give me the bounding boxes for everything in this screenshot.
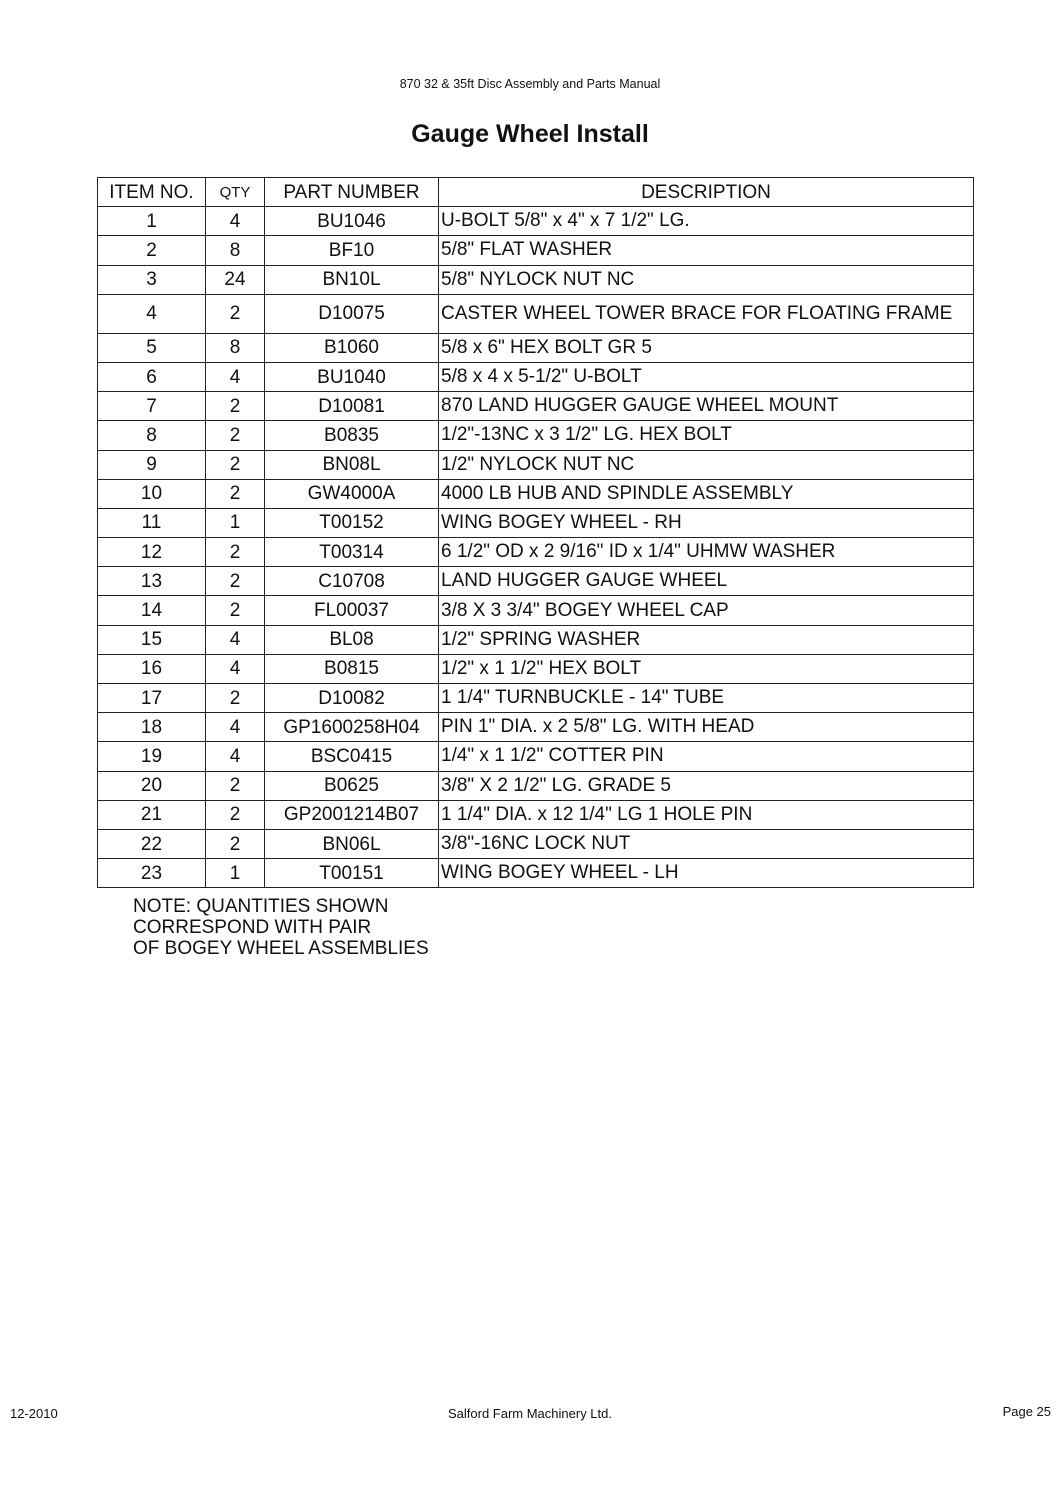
part-number-cell: D10075 xyxy=(265,294,439,333)
item-number-cell: 22 xyxy=(98,829,206,858)
description-cell: 1/4" x 1 1/2" COTTER PIN xyxy=(439,742,974,771)
description-cell: 1 1/4" DIA. x 12 1/4" LG 1 HOLE PIN xyxy=(439,800,974,829)
description-cell: 4000 LB HUB AND SPINDLE ASSEMBLY xyxy=(439,479,974,508)
part-number-cell: B1060 xyxy=(265,333,439,362)
part-number-cell: BSC0415 xyxy=(265,742,439,771)
item-number-cell: 17 xyxy=(98,684,206,713)
page-title: Gauge Wheel Install xyxy=(411,120,649,148)
footer-company: Salford Farm Machinery Ltd. xyxy=(447,1406,612,1421)
footer-page-number: Page 25 xyxy=(1002,1404,1051,1419)
description-cell: 1/2"-13NC x 3 1/2" LG. HEX BOLT xyxy=(439,421,974,450)
table-row xyxy=(98,713,974,742)
description-cell: U-BOLT 5/8" x 4" x 7 1/2" LG. xyxy=(439,207,974,236)
table-row xyxy=(98,207,974,236)
item-number-cell: 9 xyxy=(98,450,206,479)
quantity-cell: 2 xyxy=(206,567,265,596)
item-number-cell: 19 xyxy=(98,742,206,771)
quantity-cell: 4 xyxy=(206,713,265,742)
part-number-cell: T00152 xyxy=(265,508,439,537)
column-header-item-no: ITEM NO. xyxy=(98,178,206,207)
description-cell: 5/8" FLAT WASHER xyxy=(439,236,974,265)
part-number-cell: B0835 xyxy=(265,421,439,450)
item-number-cell: 10 xyxy=(98,479,206,508)
description-cell: WING BOGEY WHEEL - RH xyxy=(439,508,974,537)
part-number-cell: GP2001214B07 xyxy=(265,800,439,829)
part-number-cell: FL00037 xyxy=(265,596,439,625)
quantity-cell: 2 xyxy=(206,421,265,450)
description-cell: 6 1/2" OD x 2 9/16" ID x 1/4" UHMW WASHER xyxy=(439,538,974,567)
part-number-cell: BN08L xyxy=(265,450,439,479)
item-number-cell: 1 xyxy=(98,207,206,236)
part-number-cell: B0815 xyxy=(265,654,439,683)
table-row xyxy=(98,333,974,362)
item-number-cell: 12 xyxy=(98,538,206,567)
part-number-cell: BU1046 xyxy=(265,207,439,236)
item-number-cell: 4 xyxy=(98,294,206,333)
quantity-cell: 2 xyxy=(206,829,265,858)
table-row xyxy=(98,800,974,829)
part-number-cell: C10708 xyxy=(265,567,439,596)
quantity-cell: 2 xyxy=(206,392,265,421)
description-cell: 5/8" NYLOCK NUT NC xyxy=(439,265,974,294)
item-number-cell: 13 xyxy=(98,567,206,596)
quantity-cell: 2 xyxy=(206,479,265,508)
description-cell: 1/2" x 1 1/2" HEX BOLT xyxy=(439,654,974,683)
item-number-cell: 5 xyxy=(98,333,206,362)
part-number-cell: BN10L xyxy=(265,265,439,294)
quantity-cell: 2 xyxy=(206,596,265,625)
item-number-cell: 11 xyxy=(98,508,206,537)
quantity-cell: 1 xyxy=(206,508,265,537)
table-row xyxy=(98,421,974,450)
note-line: OF BOGEY WHEEL ASSEMBLIES xyxy=(133,938,429,959)
description-cell: WING BOGEY WHEEL - LH xyxy=(439,859,974,888)
description-cell: 1 1/4" TURNBUCKLE - 14" TUBE xyxy=(439,684,974,713)
item-number-cell: 20 xyxy=(98,771,206,800)
note-line: CORRESPOND WITH PAIR xyxy=(133,917,372,938)
footer-date: 12-2010 xyxy=(10,1406,58,1421)
table-row xyxy=(98,236,974,265)
part-number-cell: T00151 xyxy=(265,859,439,888)
column-header-description: DESCRIPTION xyxy=(439,178,974,207)
description-cell: CASTER WHEEL TOWER BRACE FOR FLOATING FRAME xyxy=(439,294,974,333)
description-cell: 5/8 x 6" HEX BOLT GR 5 xyxy=(439,333,974,362)
table-row xyxy=(98,392,974,421)
table-row xyxy=(98,771,974,800)
table-row xyxy=(98,479,974,508)
item-number-cell: 8 xyxy=(98,421,206,450)
description-cell: 3/8 X 3 3/4" BOGEY WHEEL CAP xyxy=(439,596,974,625)
quantity-cell: 2 xyxy=(206,684,265,713)
description-cell: 870 LAND HUGGER GAUGE WHEEL MOUNT xyxy=(439,392,974,421)
column-header-qty: QTY xyxy=(206,178,265,207)
description-cell: 3/8" X 2 1/2" LG. GRADE 5 xyxy=(439,771,974,800)
part-number-cell: B0625 xyxy=(265,771,439,800)
table-row xyxy=(98,508,974,537)
table-row xyxy=(98,294,974,333)
table-header-row xyxy=(98,178,974,207)
table-row xyxy=(98,538,974,567)
quantity-cell: 4 xyxy=(206,362,265,391)
part-number-cell: GW4000A xyxy=(265,479,439,508)
description-cell: LAND HUGGER GAUGE WHEEL xyxy=(439,567,974,596)
quantity-cell: 2 xyxy=(206,771,265,800)
part-number-cell: D10081 xyxy=(265,392,439,421)
table-row xyxy=(98,654,974,683)
table-row xyxy=(98,567,974,596)
quantity-cell: 2 xyxy=(206,538,265,567)
item-number-cell: 14 xyxy=(98,596,206,625)
parts-table-body xyxy=(98,207,974,888)
quantity-cell: 2 xyxy=(206,294,265,333)
table-row xyxy=(98,596,974,625)
table-row xyxy=(98,742,974,771)
item-number-cell: 23 xyxy=(98,859,206,888)
description-cell: 5/8 x 4 x 5-1/2" U-BOLT xyxy=(439,362,974,391)
manual-title: 870 32 & 35ft Disc Assembly and Parts Manual xyxy=(399,77,661,91)
item-number-cell: 3 xyxy=(98,265,206,294)
description-cell: 1/2" SPRING WASHER xyxy=(439,625,974,654)
quantity-cell: 4 xyxy=(206,207,265,236)
table-row xyxy=(98,859,974,888)
quantity-cell: 4 xyxy=(206,654,265,683)
description-cell: 1/2" NYLOCK NUT NC xyxy=(439,450,974,479)
item-number-cell: 7 xyxy=(98,392,206,421)
item-number-cell: 2 xyxy=(98,236,206,265)
table-row xyxy=(98,450,974,479)
part-number-cell: BU1040 xyxy=(265,362,439,391)
table-row xyxy=(98,265,974,294)
item-number-cell: 16 xyxy=(98,654,206,683)
item-number-cell: 6 xyxy=(98,362,206,391)
quantity-cell: 4 xyxy=(206,625,265,654)
table-row xyxy=(98,684,974,713)
quantity-cell: 4 xyxy=(206,742,265,771)
part-number-cell: BL08 xyxy=(265,625,439,654)
part-number-cell: T00314 xyxy=(265,538,439,567)
description-cell: PIN 1" DIA. x 2 5/8" LG. WITH HEAD xyxy=(439,713,974,742)
part-number-cell: BN06L xyxy=(265,829,439,858)
quantity-cell: 24 xyxy=(206,265,265,294)
quantity-cell: 8 xyxy=(206,333,265,362)
description-cell: 3/8"-16NC LOCK NUT xyxy=(439,829,974,858)
quantity-note xyxy=(133,896,429,959)
part-number-cell: GP1600258H04 xyxy=(265,713,439,742)
parts-table xyxy=(97,177,974,888)
quantity-cell: 8 xyxy=(206,236,265,265)
note-line: NOTE: QUANTITIES SHOWN xyxy=(133,896,389,917)
column-header-part-number: PART NUMBER xyxy=(265,178,439,207)
part-number-cell: BF10 xyxy=(265,236,439,265)
table-row xyxy=(98,829,974,858)
quantity-cell: 1 xyxy=(206,859,265,888)
part-number-cell: D10082 xyxy=(265,684,439,713)
quantity-cell: 2 xyxy=(206,450,265,479)
table-row xyxy=(98,625,974,654)
item-number-cell: 15 xyxy=(98,625,206,654)
item-number-cell: 18 xyxy=(98,713,206,742)
item-number-cell: 21 xyxy=(98,800,206,829)
table-row xyxy=(98,362,974,391)
quantity-cell: 2 xyxy=(206,800,265,829)
